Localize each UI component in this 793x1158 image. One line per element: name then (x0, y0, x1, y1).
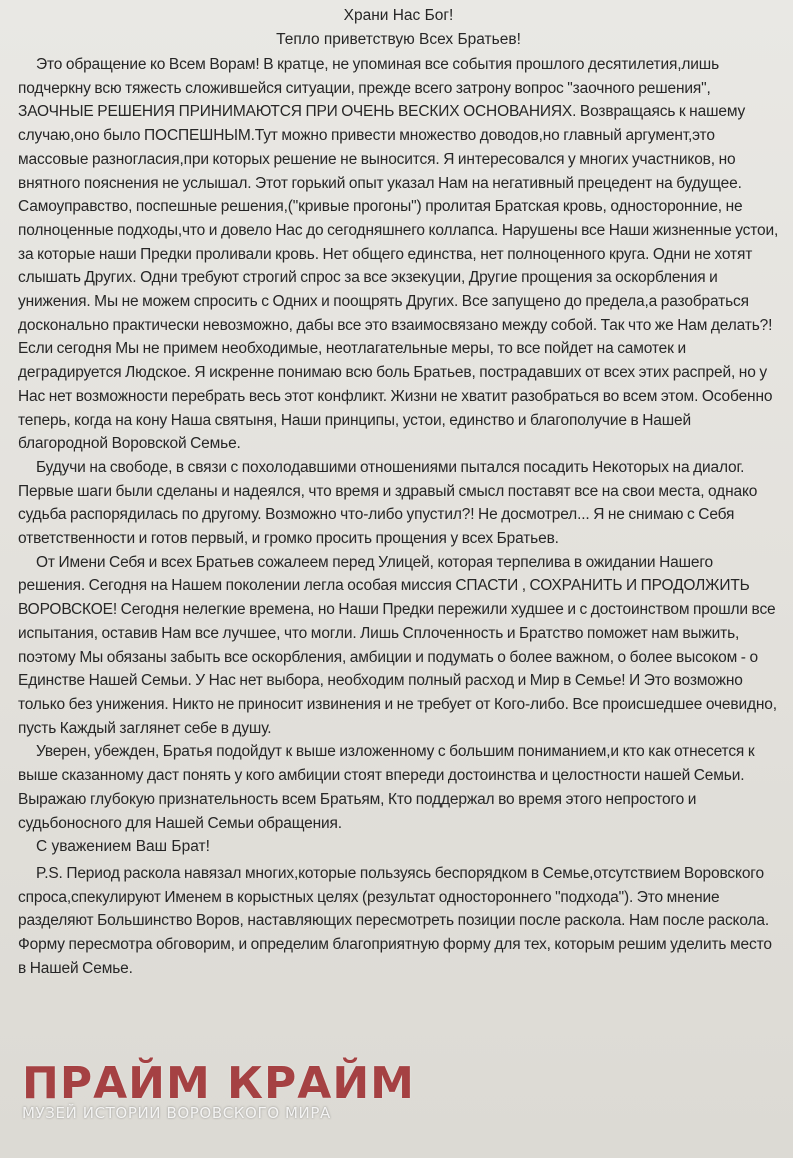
letter-greeting: Тепло приветствую Всех Братьев! (276, 31, 521, 48)
watermark (22, 1060, 492, 1122)
watermark-caption: МУЗЕЙ ИСТОРИИ ВОРОВСКОГО МИРА (22, 1104, 331, 1122)
letter-paragraph-1: Это обращение ко Всем Ворам! В кратце, не упоминая все события прошлого десятилетия,лишь подчеркну всю тяжесть сложившейся ситуации, прежде всего затрону вопрос "заочного решения", ЗАОЧНЫЕ РЕШЕНИЯ ПРИНИМАЮТСЯ ПРИ ОЧЕНЬ ВЕСКИХ ОСНОВАНИЯХ. Возвращаясь к нашему случаю,оно было ПОСПЕШНЫМ.Тут можно привести множество доводов,но главный аргумент,это массовые разногласия,при которых решение не выносится. Я интересовался у многих участников, но внятного пояснения не услышал. Этот горький опыт указал Нам на негативный прецедент на будущее. Самоуправство, поспешные решения,("кривые прогоны") пролитая Братская кровь, односторонние, не полноценные подходы,что и довело Нас до сегодняшнего коллапса. Нарушены все Наши жизненные устои, за которые наши Предки проливали кровь. Нет общего единства, нет полноценного круга. Одни не хотят слышать Других. Одни требуют строгий спрос за все экзекуции, Другие прощения за оскорбления и унижения. Мы не можем спросить с Одних и поощрять Других. Все запущено до предела,а разобраться досконально практически невозможно, дабы все это взаимосвязано между собой. Так что же Нам делать?! Если сегодня Мы не примем необходимые, неотлагательные меры, то все пойдет на самотек и деградируется Людское. Я искренне понимаю всю боль Братьев, пострадавших от всех этих распрей, но у Нас нет возможности перебрать весь этот конфликт. Жизни не хватит разобраться во всем этом. Особенно теперь, когда на кону Наша святыня, Наши принципы, устои, единство и благополучие в Нашей благородной Воровской Семье. (18, 56, 779, 453)
letter-paragraph-3: От Имени Себя и всех Братьев сожалеем перед Улицей, которая терпелива в ожидании Нашего решения. Сегодня на Нашем поколении легла особая миссия СПАСТИ , СОХРАНИТЬ И ПРОДОЛЖИТЬ ВОРОВСКОЕ! Сегодня нелегкие времена, но Наши Предки пережили худшее и с достоинством прошли все испытания, оставив Нам все лучшее, что могли. Лишь Сплоченность и Братство поможет нам выжить, поэтому Мы обязаны забыть все оскорбления, амбиции и подумать о более важном, о более высоком - о Единстве Нашей Семьи. У Нас нет выбора, необходим полный расход и Мир в Семье! И Это возможно только без унижения. Никто не приносит извинения и не требует от Кого-либо. Все происшедшее очевидно, пусть Каждый заглянет себе в душу. (18, 553, 777, 737)
letter-signoff: С уважением Ваш Брат! (36, 838, 210, 856)
letter-paragraph-2: Будучи на свободе, в связи с похолодавшими отношениями пытался посадить Некоторых на диалог. Первые шаги были сделаны и надеялся, что время и здравый смысл поставят все на свои места, однако судьба распорядилась по другому. Возможно что-либо упустил?! Не досмотрел... Я не снимаю с Себя ответственности и готов первый, и громко просить прощения у всех Братьев. (18, 458, 758, 548)
letter-postscript: P.S. Период раскола навязал многих,которые пользуясь беспорядком в Семье,отсутствием Воровского спроса,спекулируют Именем в корыстных целях (результат одностороннего "подхода"). Это мнение разделяют Большинство Воров, наставляющих пересмотреть позиции после раскола. Нам после раскола. Форму пересмотра обговорим, и определим благоприятную форму для тех, которым решим уделить место в Нашей Семье. (18, 864, 772, 977)
watermark-logo: ПРАЙМ КРАЙМ (22, 1058, 415, 1109)
letter-paragraph-4: Уверен, убежден, Братья подойдут к выше изложенному с большим пониманием,и кто как отнесется к выше сказанному даст понять у кого амбиции стоят впереди достоинства и целостности нашей Семьи. Выражаю глубокую признательность всем Братьям, Кто поддержал во время этого непростого и судьбоносного для Нашей Семьи обращения. (18, 743, 755, 832)
letter-title: Храни Нас Бог! (343, 7, 454, 24)
